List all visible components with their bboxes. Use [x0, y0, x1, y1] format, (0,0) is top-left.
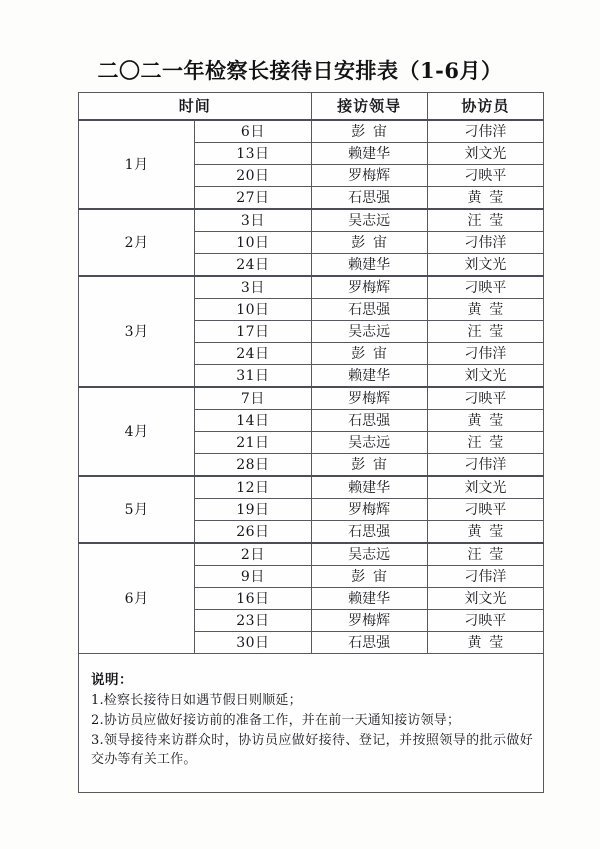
assistant-name: 刘文光: [427, 143, 543, 165]
table-body: [79, 120, 544, 654]
leader-name: 吴志远: [311, 209, 427, 232]
schedule-section: [78, 92, 544, 793]
leader-name: 石思强: [311, 521, 427, 544]
page-title: 二〇二一年检察长接待日安排表（1-6月）: [97, 58, 503, 83]
day-value: 30日: [195, 632, 311, 654]
leader-name: 石思强: [311, 187, 427, 210]
day-value: 23日: [195, 610, 311, 632]
day-value: 17日: [195, 321, 311, 343]
leader-name-text: 彭宙: [351, 345, 395, 362]
assistant-name: 刁映平: [427, 276, 543, 299]
table-row: [79, 543, 544, 566]
leader-name: 石思强: [311, 632, 427, 654]
day-value: 19日: [195, 499, 311, 521]
leader-name: 吴志远: [311, 432, 427, 454]
assistant-name: [427, 632, 543, 654]
leader-name: 罗梅辉: [311, 499, 427, 521]
assistant-name-text: 汪莹: [467, 546, 511, 563]
assistant-name-text: 黄莹: [467, 189, 511, 206]
month-label: 5月: [79, 476, 195, 543]
table-row: [79, 120, 544, 143]
day-value: 9日: [195, 566, 311, 588]
leader-name: 罗梅辉: [311, 276, 427, 299]
leader-name: [311, 566, 427, 588]
table-row: [79, 209, 544, 232]
leader-name: 石思强: [311, 299, 427, 321]
leader-name: 罗梅辉: [311, 610, 427, 632]
leader-name: 罗梅辉: [311, 387, 427, 410]
day-value: 10日: [195, 232, 311, 254]
leader-name: [311, 232, 427, 254]
note-line: 1.检察长接待日如遇节假日则顺延；: [91, 693, 302, 708]
leader-name: [311, 343, 427, 365]
leader-name: [311, 454, 427, 477]
assistant-name: 刁伟洋: [427, 343, 543, 365]
month-label: 4月: [79, 387, 195, 476]
leader-name-text: 彭宙: [351, 568, 395, 585]
day-value: 3日: [195, 276, 311, 299]
assistant-name-text: 汪莹: [467, 323, 511, 340]
assistant-name: 刘文光: [427, 588, 543, 610]
assistant-name-text: 汪莹: [467, 212, 511, 229]
day-value: 28日: [195, 454, 311, 477]
day-value: 24日: [195, 343, 311, 365]
leader-name: 赖建华: [311, 143, 427, 165]
day-value: 31日: [195, 365, 311, 388]
day-value: 12日: [195, 476, 311, 499]
leader-name: 罗梅辉: [311, 165, 427, 187]
day-value: 7日: [195, 387, 311, 410]
leader-name: [311, 120, 427, 143]
assistant-name: [427, 521, 543, 544]
assistant-name: [427, 187, 543, 210]
table-header-row: [79, 93, 544, 121]
leader-name-text: 彭宙: [351, 234, 395, 251]
day-value: 27日: [195, 187, 311, 210]
assistant-name: [427, 299, 543, 321]
assistant-name: [427, 432, 543, 454]
day-value: 14日: [195, 410, 311, 432]
column-header-time: 时间: [79, 93, 312, 121]
day-value: 16日: [195, 588, 311, 610]
assistant-name: 刁映平: [427, 610, 543, 632]
leader-name: 吴志远: [311, 321, 427, 343]
note-line: 2.协访员应做好接访前的准备工作，并在前一天通知接访领导；: [91, 712, 461, 728]
assistant-name: 刁伟洋: [427, 566, 543, 588]
day-value: 20日: [195, 165, 311, 187]
leader-name: 赖建华: [311, 254, 427, 277]
day-value: 26日: [195, 521, 311, 544]
assistant-name-text: 黄莹: [467, 301, 511, 318]
day-value: 6日: [195, 120, 311, 143]
day-value: 13日: [195, 143, 311, 165]
assistant-name: 刁伟洋: [427, 454, 543, 477]
assistant-name: [427, 209, 543, 232]
assistant-name: 刁映平: [427, 499, 543, 521]
day-value: 2日: [195, 543, 311, 566]
assistant-name: 刁伟洋: [427, 232, 543, 254]
day-value: 21日: [195, 432, 311, 454]
column-header-leader: 接访领导: [311, 93, 427, 121]
assistant-name: 刘文光: [427, 365, 543, 388]
assistant-name: [427, 543, 543, 566]
assistant-name: 刁映平: [427, 165, 543, 187]
day-value: 10日: [195, 299, 311, 321]
month-label: 6月: [79, 543, 195, 654]
leader-name: 赖建华: [311, 476, 427, 499]
table-row: [79, 476, 544, 499]
column-header-assistant: 协访员: [427, 93, 543, 121]
notes-title: 说明：: [91, 672, 133, 688]
assistant-name-text: 黄莹: [467, 634, 511, 651]
table-row: [79, 276, 544, 299]
month-label: 2月: [79, 209, 195, 276]
assistant-name: [427, 410, 543, 432]
note-line: 3.领导接待来访群众时，协访员应做好接待、登记，并按照领导的批示做好交办等有关工作。: [91, 732, 533, 768]
notes-box: [78, 654, 544, 793]
leader-name-text: 彭宙: [351, 456, 395, 473]
assistant-name: 刁伟洋: [427, 120, 543, 143]
day-value: 24日: [195, 254, 311, 277]
table-row: [79, 387, 544, 410]
month-label: 1月: [79, 120, 195, 209]
leader-name: 石思强: [311, 410, 427, 432]
assistant-name-text: 汪莹: [467, 434, 511, 451]
assistant-name: 刘文光: [427, 254, 543, 277]
notes-list: [91, 691, 533, 770]
leader-name: 吴志远: [311, 543, 427, 566]
leader-name: 赖建华: [311, 365, 427, 388]
schedule-table: [78, 92, 544, 654]
assistant-name: 刁映平: [427, 387, 543, 410]
assistant-name: [427, 321, 543, 343]
leader-name: 赖建华: [311, 588, 427, 610]
table-header: [79, 93, 544, 121]
day-value: 3日: [195, 209, 311, 232]
assistant-name-text: 黄莹: [467, 523, 511, 540]
month-label: 3月: [79, 276, 195, 387]
assistant-name: 刘文光: [427, 476, 543, 499]
leader-name-text: 彭宙: [351, 123, 395, 140]
assistant-name-text: 黄莹: [467, 412, 511, 429]
